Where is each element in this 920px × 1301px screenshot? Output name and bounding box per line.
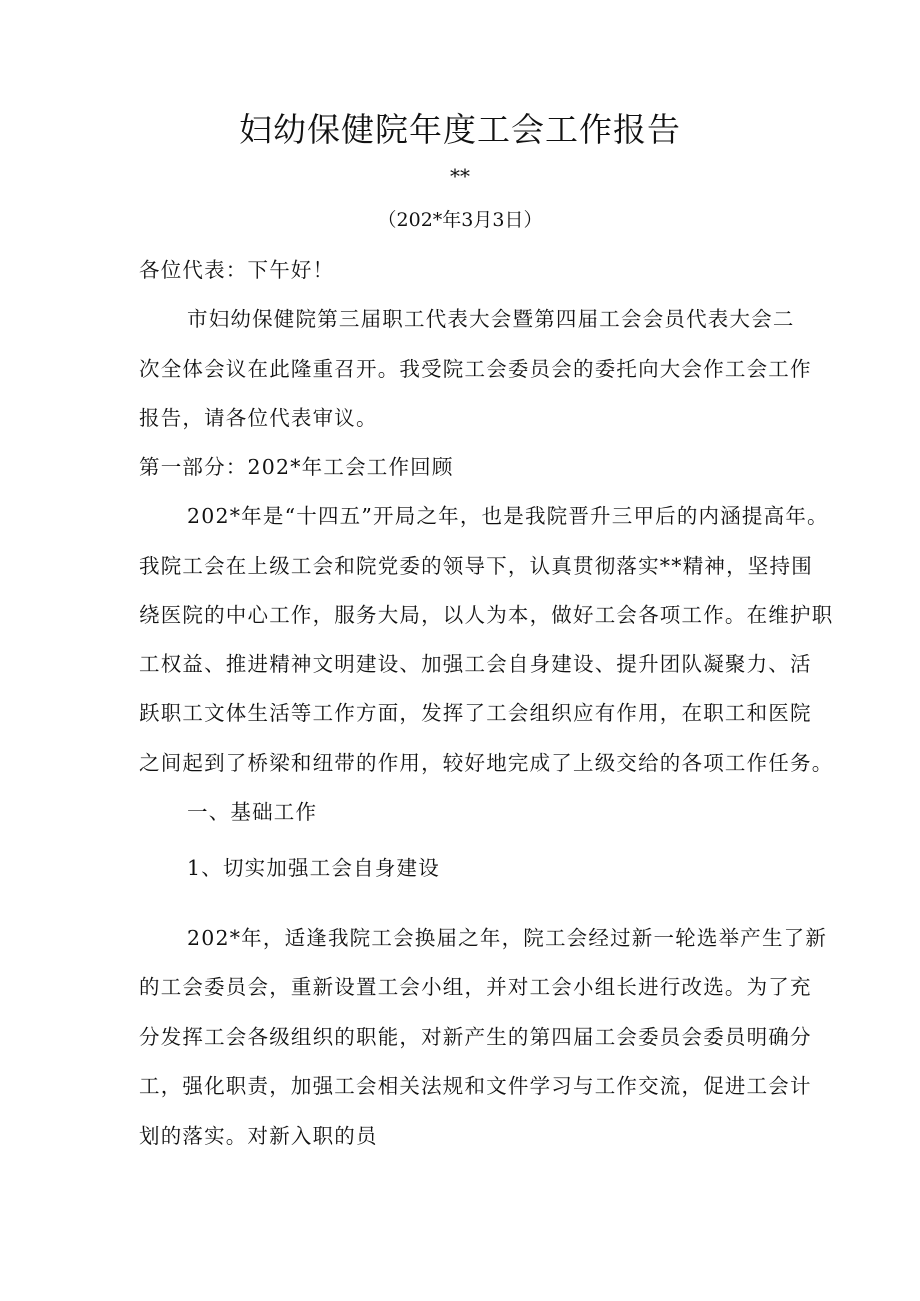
paragraph-line: 跃职工文体生活等工作方面，发挥了工会组织应有作用，在职工和医院 [139,701,812,725]
document-title: 妇幼保健院年度工会工作报告 [239,110,681,149]
paragraph-line: 202*年是“十四五”开局之年，也是我院晋升三甲后的内涵提高年。 [187,504,829,528]
paragraph-line: 202*年，适逢我院工会换届之年，院工会经过新一轮选举产生了新 [187,926,828,950]
paragraph-line: 绕医院的中心工作，服务大局，以人为本，做好工会各项工作。在维护职 [139,603,834,627]
paragraph-line: 报告，请各位代表审议。 [139,406,378,430]
paragraph-line: 分发挥工会各级组织的职能，对新产生的第四届工会委员会委员明确分 [139,1025,812,1049]
paragraph-line: 次全体会议在此隆重召开。我受院工会委员会的委托向大会作工会工作 [139,357,812,381]
paragraph-line: 市妇幼保健院第三届职工代表大会暨第四届工会会员代表大会二 [187,307,795,331]
document-author: ** [450,164,470,188]
paragraph-line: 划的落实。对新入职的员 [139,1124,378,1148]
paragraph-line: 我院工会在上级工会和院党委的领导下，认真贯彻落实**精神，坚持围 [139,554,813,578]
paragraph-line: 之间起到了桥梁和纽带的作用，较好地完成了上级交给的各项工作任务。 [139,751,834,775]
subsection-heading: 1、切实加强工会自身建设 [187,856,440,880]
paragraph-line: 的工会委员会，重新设置工会小组，并对工会小组长进行改选。为了充 [139,975,812,999]
paragraph-line: 工，强化职责，加强工会相关法规和文件学习与工作交流，促进工会计 [139,1074,812,1098]
greeting: 各位代表：下午好！ [139,258,335,282]
paragraph-line: 工权益、推进精神文明建设、加强工会自身建设、提升团队凝聚力、活 [139,652,812,676]
document-date: （202*年3月3日） [377,209,543,231]
section-heading: 第一部分：202*年工会工作回顾 [139,455,454,479]
subsection-heading: 一、基础工作 [187,800,318,824]
